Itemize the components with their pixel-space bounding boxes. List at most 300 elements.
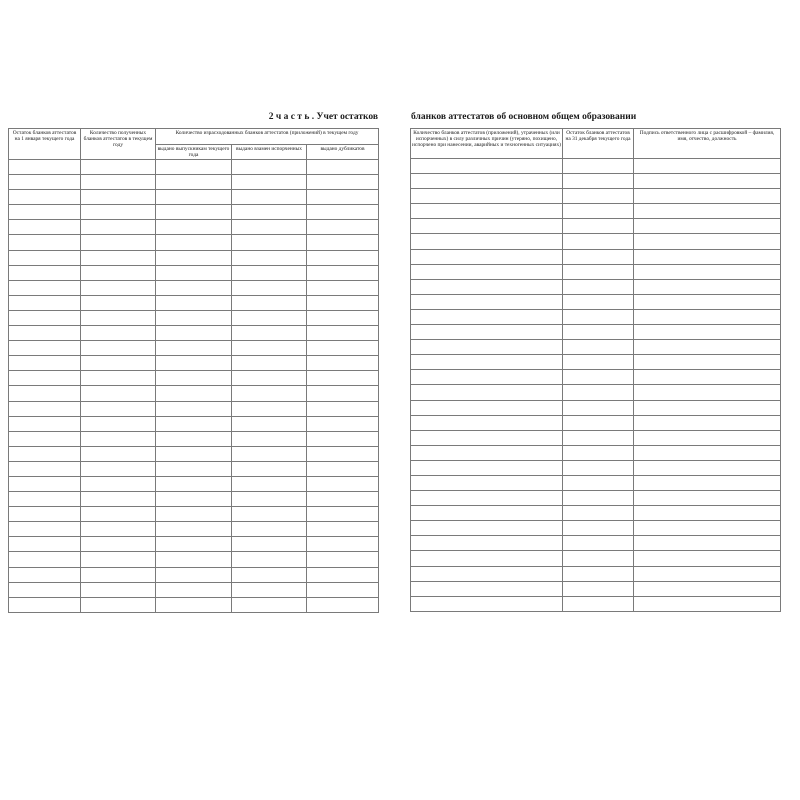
table-row [9, 446, 379, 461]
table-cell [307, 461, 379, 476]
table-cell [156, 310, 232, 325]
table-cell [81, 310, 156, 325]
table-row [9, 597, 379, 612]
table-cell [634, 491, 781, 506]
table-row [411, 445, 781, 460]
table-cell [81, 492, 156, 507]
table-cell [156, 522, 232, 537]
table-row [9, 310, 379, 325]
table-cell [307, 476, 379, 491]
table-cell [563, 445, 634, 460]
table-row [9, 537, 379, 552]
table-row [411, 234, 781, 249]
table-cell [634, 204, 781, 219]
table-cell [411, 249, 563, 264]
table-cell [307, 401, 379, 416]
table-row [9, 416, 379, 431]
table-cell [9, 522, 81, 537]
table-cell [307, 160, 379, 175]
table-cell [232, 265, 307, 280]
table-cell [81, 356, 156, 371]
table-cell [232, 461, 307, 476]
table-cell [9, 386, 81, 401]
table-cell [9, 265, 81, 280]
table-cell [563, 551, 634, 566]
table-cell [307, 356, 379, 371]
table-cell [9, 190, 81, 205]
table-row [9, 190, 379, 205]
header-remaining-jan1: Остаток бланков аттестатов на 1 января текущего года [9, 129, 81, 160]
table-cell [232, 250, 307, 265]
table-row [9, 280, 379, 295]
table-cell [411, 294, 563, 309]
table-cell [9, 567, 81, 582]
header-remaining-dec31: Остаток бланков аттестатов на 31 декабря текущего года [563, 129, 634, 159]
table-cell [156, 205, 232, 220]
table-cell [81, 567, 156, 582]
table-cell [634, 189, 781, 204]
table-cell [81, 537, 156, 552]
table-cell [156, 431, 232, 446]
header-issued-graduates: выдано выпускникам текущего года [156, 145, 232, 160]
table-cell [411, 279, 563, 294]
table-cell [411, 309, 563, 324]
table-cell [411, 551, 563, 566]
table-cell [156, 265, 232, 280]
header-issued-duplicates: выдано дубликатов [307, 145, 379, 160]
table-row [9, 522, 379, 537]
table-cell [634, 566, 781, 581]
table-cell [563, 264, 634, 279]
table-cell [81, 461, 156, 476]
table-cell [232, 431, 307, 446]
table-cell [563, 219, 634, 234]
title-left: 2 ч а с т ь . Учет остатков [268, 112, 378, 122]
table-row [411, 475, 781, 490]
table-cell [156, 446, 232, 461]
table-cell [307, 416, 379, 431]
table-cell [156, 461, 232, 476]
table-cell [81, 582, 156, 597]
right-table-body [411, 159, 781, 612]
table-cell [9, 552, 81, 567]
table-cell [9, 280, 81, 295]
table-cell [9, 175, 81, 190]
table-cell [634, 581, 781, 596]
table-cell [81, 552, 156, 567]
table-cell [563, 174, 634, 189]
table-row [9, 431, 379, 446]
table-cell [634, 370, 781, 385]
table-row [9, 507, 379, 522]
table-cell [156, 356, 232, 371]
table-row [411, 325, 781, 340]
table-cell [307, 492, 379, 507]
header-issued-replacement: выдано взамен испорченных [232, 145, 307, 160]
table-cell [307, 175, 379, 190]
table-row [411, 491, 781, 506]
table-cell [634, 536, 781, 551]
table-cell [156, 371, 232, 386]
table-row [411, 279, 781, 294]
table-row [9, 205, 379, 220]
table-cell [307, 295, 379, 310]
table-cell [411, 385, 563, 400]
table-cell [563, 506, 634, 521]
table-cell [634, 430, 781, 445]
table-cell [156, 326, 232, 341]
table-cell [232, 401, 307, 416]
table-row [411, 536, 781, 551]
table-cell [156, 190, 232, 205]
table-cell [307, 431, 379, 446]
table-cell [307, 265, 379, 280]
table-row [411, 415, 781, 430]
table-row [411, 596, 781, 611]
table-cell [411, 460, 563, 475]
table-cell [563, 400, 634, 415]
title-right: бланков аттестатов об основном общем образовании [411, 112, 637, 122]
table-cell [232, 160, 307, 175]
table-cell [634, 249, 781, 264]
table-cell [307, 582, 379, 597]
table-cell [9, 326, 81, 341]
table-cell [634, 415, 781, 430]
table-cell [9, 341, 81, 356]
table-cell [563, 309, 634, 324]
table-cell [156, 220, 232, 235]
table-cell [232, 492, 307, 507]
table-cell [9, 356, 81, 371]
table-cell [156, 552, 232, 567]
table-cell [634, 279, 781, 294]
table-cell [156, 235, 232, 250]
table-cell [81, 295, 156, 310]
table-cell [411, 536, 563, 551]
table-cell [307, 235, 379, 250]
table-cell [156, 597, 232, 612]
table-cell [563, 536, 634, 551]
table-row [411, 264, 781, 279]
table-cell [156, 250, 232, 265]
table-cell [9, 582, 81, 597]
table-cell [634, 325, 781, 340]
table-cell [232, 280, 307, 295]
table-row [411, 219, 781, 234]
table-cell [634, 219, 781, 234]
table-cell [9, 507, 81, 522]
table-cell [9, 310, 81, 325]
table-cell [9, 461, 81, 476]
table-cell [563, 521, 634, 536]
table-row [411, 400, 781, 415]
table-cell [9, 220, 81, 235]
table-cell [9, 492, 81, 507]
table-cell [563, 475, 634, 490]
table-row [411, 506, 781, 521]
table-cell [634, 400, 781, 415]
table-row [9, 567, 379, 582]
table-cell [9, 446, 81, 461]
table-cell [156, 537, 232, 552]
table-cell [411, 506, 563, 521]
table-cell [563, 355, 634, 370]
table-cell [563, 159, 634, 174]
table-row [9, 476, 379, 491]
table-cell [307, 280, 379, 295]
table-cell [411, 581, 563, 596]
table-row [9, 341, 379, 356]
header-received: Количество полученных бланков аттестатов в текущем году [81, 129, 156, 160]
table-cell [9, 235, 81, 250]
table-cell [81, 371, 156, 386]
table-cell [411, 430, 563, 445]
table-cell [156, 476, 232, 491]
table-cell [156, 341, 232, 356]
table-cell [232, 190, 307, 205]
table-cell [411, 445, 563, 460]
table-cell [411, 159, 563, 174]
table-cell [9, 401, 81, 416]
table-cell [232, 386, 307, 401]
table-row [9, 295, 379, 310]
table-row [411, 551, 781, 566]
table-cell [81, 190, 156, 205]
table-cell [81, 175, 156, 190]
table-cell [411, 400, 563, 415]
table-cell [563, 294, 634, 309]
table-row [9, 326, 379, 341]
table-cell [156, 567, 232, 582]
right-page-table [410, 128, 781, 612]
table-cell [9, 431, 81, 446]
table-row [411, 581, 781, 596]
table-cell [81, 476, 156, 491]
table-cell [307, 326, 379, 341]
table-cell [9, 295, 81, 310]
table-cell [232, 567, 307, 582]
table-cell [156, 416, 232, 431]
table-cell [156, 280, 232, 295]
table-cell [9, 205, 81, 220]
table-cell [232, 522, 307, 537]
table-row [9, 175, 379, 190]
table-cell [232, 476, 307, 491]
table-cell [563, 566, 634, 581]
table-row [411, 159, 781, 174]
table-cell [411, 475, 563, 490]
table-cell [634, 551, 781, 566]
table-cell [307, 341, 379, 356]
table-row [9, 235, 379, 250]
table-cell [81, 235, 156, 250]
table-cell [634, 475, 781, 490]
table-cell [232, 416, 307, 431]
table-cell [232, 175, 307, 190]
table-cell [81, 280, 156, 295]
table-row [411, 309, 781, 324]
table-cell [634, 159, 781, 174]
header-lost-damaged: Количество бланков аттестатов (приложений), утраченных (или испорченных) в силу различных причин (утеряно, похищено, испорчено при нанесении, аварийных и техногенных ситуациях) [411, 129, 563, 159]
table-cell [411, 415, 563, 430]
table-cell [411, 491, 563, 506]
table-cell [307, 507, 379, 522]
table-cell [9, 250, 81, 265]
table-cell [307, 446, 379, 461]
table-row [411, 385, 781, 400]
table-cell [307, 250, 379, 265]
table-row [411, 521, 781, 536]
table-cell [9, 416, 81, 431]
table-cell [563, 279, 634, 294]
table-cell [232, 507, 307, 522]
table-cell [634, 234, 781, 249]
table-cell [232, 371, 307, 386]
table-row [9, 582, 379, 597]
table-cell [411, 219, 563, 234]
table-cell [81, 401, 156, 416]
table-cell [232, 235, 307, 250]
table-cell [411, 566, 563, 581]
table-cell [307, 522, 379, 537]
table-cell [634, 264, 781, 279]
table-cell [81, 265, 156, 280]
table-cell [307, 386, 379, 401]
table-cell [634, 506, 781, 521]
header-used-group: Количество израсходованных бланков аттестатов (приложений) в текущем году [156, 129, 379, 145]
table-cell [156, 492, 232, 507]
header-signature: Подпись ответственного лица с расшифровкой – фамилия, имя, отчество, должность [634, 129, 781, 159]
table-cell [563, 491, 634, 506]
table-cell [81, 597, 156, 612]
table-cell [634, 294, 781, 309]
table-cell [563, 596, 634, 611]
table-cell [563, 460, 634, 475]
table-cell [563, 430, 634, 445]
table-cell [307, 205, 379, 220]
table-row [411, 204, 781, 219]
table-row [9, 220, 379, 235]
table-cell [307, 310, 379, 325]
table-cell [411, 234, 563, 249]
table-cell [156, 295, 232, 310]
table-cell [81, 220, 156, 235]
table-cell [232, 341, 307, 356]
table-row [411, 355, 781, 370]
table-cell [634, 174, 781, 189]
table-cell [232, 310, 307, 325]
table-cell [563, 385, 634, 400]
table-row [9, 492, 379, 507]
table-cell [411, 355, 563, 370]
table-cell [232, 295, 307, 310]
table-cell [634, 460, 781, 475]
table-cell [411, 174, 563, 189]
table-cell [81, 431, 156, 446]
table-row [411, 294, 781, 309]
table-cell [307, 552, 379, 567]
table-row [9, 401, 379, 416]
table-row [411, 249, 781, 264]
table-cell [634, 340, 781, 355]
table-cell [156, 386, 232, 401]
table-row [411, 370, 781, 385]
table-cell [81, 250, 156, 265]
table-row [411, 174, 781, 189]
table-row [9, 461, 379, 476]
table-cell [563, 325, 634, 340]
table-cell [81, 160, 156, 175]
table-cell [563, 581, 634, 596]
table-cell [634, 445, 781, 460]
table-cell [411, 204, 563, 219]
table-cell [9, 160, 81, 175]
table-cell [81, 205, 156, 220]
table-row [411, 430, 781, 445]
table-row [411, 460, 781, 475]
table-cell [411, 325, 563, 340]
table-cell [81, 446, 156, 461]
table-cell [232, 582, 307, 597]
table-row [9, 386, 379, 401]
table-cell [81, 522, 156, 537]
table-cell [232, 597, 307, 612]
table-cell [634, 385, 781, 400]
table-cell [563, 234, 634, 249]
table-cell [232, 205, 307, 220]
table-cell [81, 326, 156, 341]
table-cell [81, 386, 156, 401]
table-row [9, 265, 379, 280]
table-cell [9, 537, 81, 552]
table-cell [307, 537, 379, 552]
table-cell [563, 204, 634, 219]
table-cell [307, 597, 379, 612]
table-cell [156, 175, 232, 190]
table-row [9, 356, 379, 371]
table-cell [411, 596, 563, 611]
table-cell [634, 355, 781, 370]
table-cell [232, 220, 307, 235]
table-row [9, 552, 379, 567]
table-cell [232, 326, 307, 341]
table-cell [232, 537, 307, 552]
table-cell [411, 521, 563, 536]
table-row [411, 189, 781, 204]
table-cell [81, 416, 156, 431]
table-cell [307, 190, 379, 205]
table-cell [9, 476, 81, 491]
table-cell [634, 309, 781, 324]
table-cell [156, 582, 232, 597]
table-cell [307, 567, 379, 582]
table-cell [563, 340, 634, 355]
table-cell [563, 370, 634, 385]
table-cell [563, 415, 634, 430]
table-row [9, 160, 379, 175]
table-cell [232, 446, 307, 461]
table-cell [156, 507, 232, 522]
table-cell [81, 341, 156, 356]
table-cell [81, 507, 156, 522]
table-cell [411, 189, 563, 204]
table-cell [563, 189, 634, 204]
table-cell [156, 160, 232, 175]
table-row [411, 566, 781, 581]
table-cell [232, 552, 307, 567]
table-row [411, 340, 781, 355]
table-cell [232, 356, 307, 371]
